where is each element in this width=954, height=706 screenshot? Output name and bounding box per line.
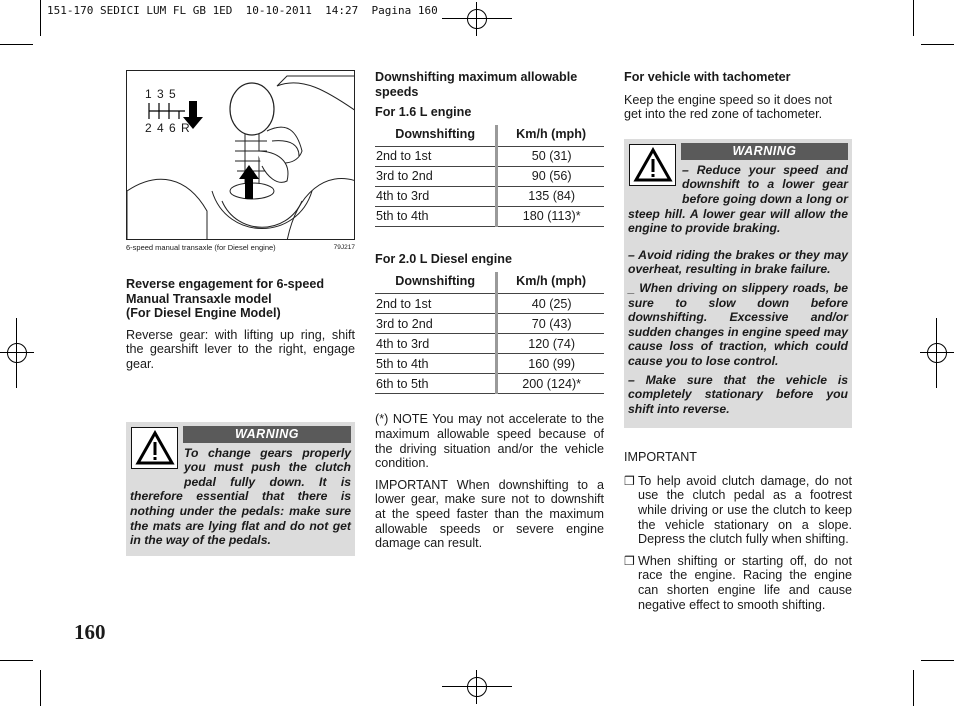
table-row xyxy=(375,147,604,167)
registration-mark-left xyxy=(0,336,34,370)
speed-cell: 40 (25) xyxy=(497,294,604,314)
crop-mark xyxy=(16,318,17,388)
crop-mark xyxy=(913,0,914,36)
column-right xyxy=(624,70,852,612)
warning-triangle-icon xyxy=(629,144,676,186)
figure-caption-row xyxy=(126,243,355,252)
reverse-engagement-heading xyxy=(126,277,355,321)
heading-line: Manual Transaxle model xyxy=(126,291,272,306)
table-row xyxy=(375,314,604,334)
column-left xyxy=(126,70,355,556)
crop-mark xyxy=(40,0,41,36)
col-header-downshifting: Downshifting xyxy=(375,125,497,147)
heading-line: (For Diesel Engine Model) xyxy=(126,306,281,321)
downshift-heading: Downshifting maximum allowable speeds xyxy=(375,70,578,99)
gear-change-cell: 5th to 4th xyxy=(375,354,497,374)
warning-text-content: To change gears properly you must push the clutch pedal fully down. It is therefore essential that there is nothing under the pedals: make sure the mats are lying flat and do not get in the way of the pedals. xyxy=(130,445,351,548)
crop-mark xyxy=(0,660,33,661)
downshift-important: IMPORTANT When downshifting to a lower gear, make sure not to downshift at the speed faster than the maximum allowable speeds or severe engine damage can result. xyxy=(375,477,604,551)
warning-title: WARNING xyxy=(681,143,848,160)
gear-change-cell: 3rd to 2nd xyxy=(375,314,497,334)
warning-triangle-icon xyxy=(131,427,178,469)
gear-change-cell: 5th to 4th xyxy=(375,207,497,227)
column-middle xyxy=(375,70,604,551)
gear-change-cell: 4th to 3rd xyxy=(375,187,497,207)
registration-mark-bottom xyxy=(460,670,494,704)
table-row xyxy=(375,334,604,354)
speed-cell: 50 (31) xyxy=(497,147,604,167)
crop-mark xyxy=(913,670,914,706)
gear-pattern-top-label: 1 3 5 xyxy=(145,87,177,101)
col-header-speed: Km/h (mph) xyxy=(497,272,604,294)
warning-para: – Avoid riding the brakes or they may overheat, resulting in brake failure. xyxy=(628,247,848,277)
table1-title: For 1.6 L engine xyxy=(375,105,472,120)
print-slug: 151-170 SEDICI LUM FL GB 1ED 10-10-2011 14:27 Pagina 160 xyxy=(47,4,438,17)
gear-change-cell: 6th to 5th xyxy=(375,374,497,394)
downshift-table-2-0-diesel xyxy=(375,272,604,395)
important-label: IMPORTANT xyxy=(624,450,697,465)
registration-mark-right xyxy=(920,336,954,370)
table-row xyxy=(375,187,604,207)
crop-mark xyxy=(0,44,33,45)
checkbox-bullet-icon: ❒ xyxy=(624,553,635,568)
figure-caption: 6-speed manual transaxle (for Diesel engine) xyxy=(126,243,276,252)
checkbox-bullet-icon: ❒ xyxy=(624,473,635,488)
registration-mark-top xyxy=(460,2,494,36)
gear-change-cell: 2nd to 1st xyxy=(376,296,432,311)
crop-mark xyxy=(921,44,954,45)
table-row xyxy=(375,294,604,314)
gear-change-cell: 3rd to 2nd xyxy=(375,167,497,187)
speed-cell: 200 (124)* xyxy=(497,374,604,394)
crop-mark xyxy=(921,660,954,661)
downshift-table-1-6 xyxy=(375,125,604,228)
list-item xyxy=(624,474,852,547)
speed-cell: 160 (99) xyxy=(497,354,604,374)
table-row xyxy=(375,354,604,374)
speed-cell: 135 (84) xyxy=(497,187,604,207)
gear-pattern-bottom-label: 2 4 6 R xyxy=(145,121,191,135)
bullet-text: When shifting or starting off, do not race the engine. Racing the engine can shorten engine life and cause negative effect to smooth shifting. xyxy=(638,553,852,612)
warning-box-clutch xyxy=(126,422,355,556)
gear-change-cell: 2nd to 1st xyxy=(376,149,432,164)
warning-box-driving xyxy=(624,139,852,429)
crop-mark xyxy=(936,318,937,388)
warning-para: – Make sure that the vehicle is completely stationary before you shift into reverse. xyxy=(628,372,848,416)
tachometer-text: Keep the engine speed so it does not get into the red zone of tachometer. xyxy=(624,92,832,122)
gear-change-cell: 4th to 3rd xyxy=(375,334,497,354)
speed-cell: 70 (43) xyxy=(497,314,604,334)
warning-title: WARNING xyxy=(183,426,351,443)
speed-cell: 120 (74) xyxy=(497,334,604,354)
reverse-engagement-text: Reverse gear: with lifting up ring, shift the gearshift lever to the right, engage gear. xyxy=(126,327,355,371)
warning-para: _ When driving on slippery roads, be sure to slow down before downshifting. Excessive and/or sudden changes in engine speed may cause loss of traction, which could cause you to lose control. xyxy=(628,280,848,368)
table-row xyxy=(375,167,604,187)
table-row xyxy=(375,374,604,394)
page-number: 160 xyxy=(74,620,106,644)
col-header-speed: Km/h (mph) xyxy=(497,125,604,147)
gearshift-illustration xyxy=(126,70,355,240)
figure-code: 79J217 xyxy=(333,244,355,251)
heading-line: Reverse engagement for 6-speed xyxy=(126,277,325,291)
table2-title: For 2.0 L Diesel engine xyxy=(375,252,512,267)
crop-mark xyxy=(40,670,41,706)
crop-mark xyxy=(442,18,512,19)
speed-cell: 90 (56) xyxy=(497,167,604,187)
speed-cell: 180 (113)* xyxy=(497,207,604,227)
list-item xyxy=(624,554,852,612)
warning-para: – Reduce your speed and downshift to a lower gear before going down a long or steep hill. A lower gear will allow the engine to provide braking. xyxy=(628,162,848,236)
crop-mark xyxy=(442,686,512,687)
bullet-text: To help avoid clutch damage, do not use the clutch pedal as a footrest while driving or use the clutch to keep the vehicle stationary on a slope. Depress the clutch fully when shifting. xyxy=(638,473,852,547)
speed-note: (*) NOTE You may not accelerate to the maximum allowable speed because of the driving situation and/or the vehicle condition. xyxy=(375,412,604,471)
col-header-downshifting: Downshifting xyxy=(375,272,497,294)
tachometer-heading: For vehicle with tachometer xyxy=(624,70,791,84)
table-row xyxy=(375,207,604,227)
